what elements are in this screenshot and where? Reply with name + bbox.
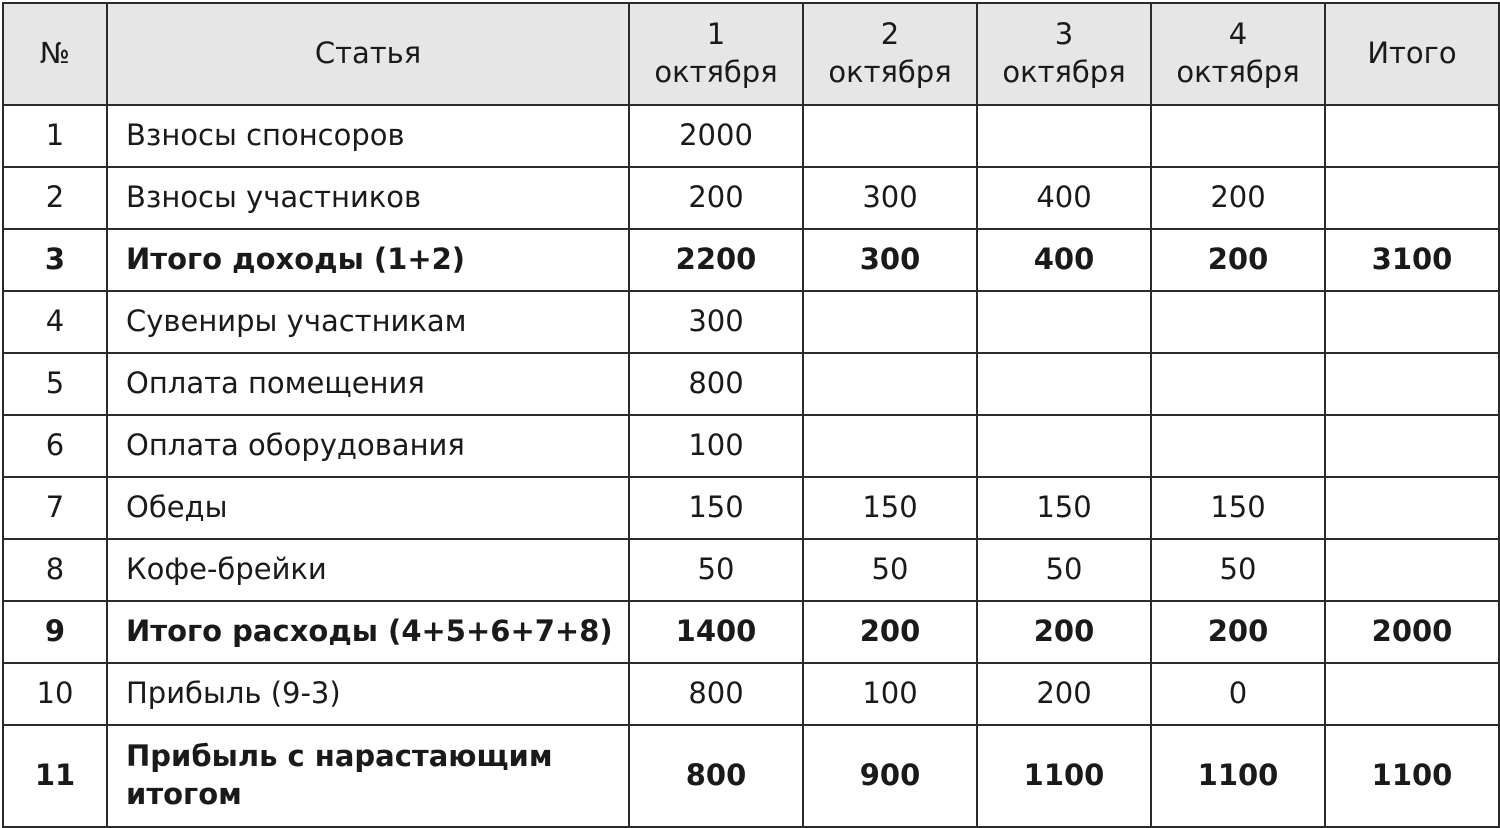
table-row <box>3 167 1499 229</box>
row-total-value <box>1325 477 1499 539</box>
row-day-2-value: 150 <box>803 477 977 539</box>
table-row <box>3 539 1499 601</box>
row-day-3-value: 1100 <box>977 725 1151 827</box>
header-day-1 <box>629 3 803 105</box>
row-day-4-value: 150 <box>1151 477 1325 539</box>
row-day-1-value: 800 <box>629 725 803 827</box>
row-day-2-value: 200 <box>803 601 977 663</box>
row-item-name-text: Обеды <box>126 490 228 525</box>
row-item-name-text: Прибыль с нарастающим <box>126 739 553 774</box>
row-day-4-value: 200 <box>1151 229 1325 291</box>
row-num: 4 <box>3 291 107 353</box>
table-row <box>3 291 1499 353</box>
row-day-1-value: 150 <box>629 477 803 539</box>
row-total-value <box>1325 291 1499 353</box>
row-day-3-value: 50 <box>977 539 1151 601</box>
row-day-2-value: 300 <box>803 167 977 229</box>
row-num: 11 <box>3 725 107 827</box>
header-day-4-month: октября <box>1176 55 1300 89</box>
row-day-4-value: 200 <box>1151 601 1325 663</box>
table-row <box>3 415 1499 477</box>
row-total-value <box>1325 105 1499 167</box>
table-row-subtotal <box>3 229 1499 291</box>
row-day-4-value: 50 <box>1151 539 1325 601</box>
row-item-name <box>107 477 629 539</box>
row-item-name-text: Итого доходы (1+2) <box>126 242 466 277</box>
header-day-4-number: 4 <box>1228 17 1248 52</box>
row-item-name <box>107 105 629 167</box>
row-day-1-value: 2000 <box>629 105 803 167</box>
table-row <box>3 663 1499 725</box>
row-day-2-value: 900 <box>803 725 977 827</box>
row-num: 2 <box>3 167 107 229</box>
row-day-3-value: 150 <box>977 477 1151 539</box>
header-num: № <box>3 3 107 105</box>
row-item-name-text: Оплата помещения <box>126 366 425 401</box>
row-num: 5 <box>3 353 107 415</box>
row-num: 10 <box>3 663 107 725</box>
row-day-4-value: 0 <box>1151 663 1325 725</box>
row-item-name-text-line2: итогом <box>126 777 242 811</box>
header-day-4 <box>1151 3 1325 105</box>
row-day-3-value: 200 <box>977 601 1151 663</box>
row-num: 1 <box>3 105 107 167</box>
row-day-2-value <box>803 415 977 477</box>
row-item-name <box>107 725 629 827</box>
row-day-3-value <box>977 105 1151 167</box>
row-item-name-text: Кофе-брейки <box>126 552 327 587</box>
row-day-3-value: 200 <box>977 663 1151 725</box>
row-day-3-value <box>977 291 1151 353</box>
row-day-4-value <box>1151 353 1325 415</box>
row-num: 3 <box>3 229 107 291</box>
row-day-1-value: 200 <box>629 167 803 229</box>
row-day-3-value <box>977 415 1151 477</box>
row-day-3-value: 400 <box>977 167 1151 229</box>
header-row <box>3 3 1499 105</box>
row-item-name-text: Взносы участников <box>126 180 422 215</box>
row-day-1-value: 300 <box>629 291 803 353</box>
row-total-value: 1100 <box>1325 725 1499 827</box>
row-day-2-value: 50 <box>803 539 977 601</box>
row-day-4-value <box>1151 415 1325 477</box>
row-num: 6 <box>3 415 107 477</box>
row-total-value: 3100 <box>1325 229 1499 291</box>
row-total-value <box>1325 539 1499 601</box>
row-item-name-text: Оплата оборудования <box>126 428 465 463</box>
row-day-1-value: 800 <box>629 353 803 415</box>
row-total-value <box>1325 415 1499 477</box>
table-row-cumulative <box>3 725 1499 827</box>
header-day-3-month: октября <box>1002 55 1126 89</box>
row-item-name <box>107 291 629 353</box>
header-day-1-number: 1 <box>706 17 726 52</box>
row-item-name <box>107 167 629 229</box>
row-day-1-value: 800 <box>629 663 803 725</box>
table-row <box>3 353 1499 415</box>
row-num: 9 <box>3 601 107 663</box>
row-day-2-value <box>803 353 977 415</box>
row-day-2-value: 300 <box>803 229 977 291</box>
row-total-value <box>1325 353 1499 415</box>
table-row-subtotal <box>3 601 1499 663</box>
row-day-3-value <box>977 353 1151 415</box>
row-item-name <box>107 663 629 725</box>
row-day-2-value <box>803 291 977 353</box>
row-item-name-text: Сувениры участникам <box>126 304 467 339</box>
header-item: Статья <box>107 3 629 105</box>
header-day-2 <box>803 3 977 105</box>
row-day-4-value: 1100 <box>1151 725 1325 827</box>
row-num: 7 <box>3 477 107 539</box>
row-item-name <box>107 353 629 415</box>
row-day-4-value <box>1151 291 1325 353</box>
row-total-value: 2000 <box>1325 601 1499 663</box>
table-row <box>3 477 1499 539</box>
row-item-name <box>107 539 629 601</box>
row-day-4-value <box>1151 105 1325 167</box>
row-item-name <box>107 415 629 477</box>
row-item-name-text: Взносы спонсоров <box>126 118 405 153</box>
row-day-2-value <box>803 105 977 167</box>
budget-table <box>2 2 1500 828</box>
row-num: 8 <box>3 539 107 601</box>
header-total: Итого <box>1325 3 1499 105</box>
row-day-1-value: 100 <box>629 415 803 477</box>
row-day-2-value: 100 <box>803 663 977 725</box>
row-day-4-value: 200 <box>1151 167 1325 229</box>
budget-table-container <box>2 2 1500 828</box>
row-item-name <box>107 601 629 663</box>
row-day-3-value: 400 <box>977 229 1151 291</box>
row-total-value <box>1325 167 1499 229</box>
header-day-1-month: октября <box>654 55 778 89</box>
row-day-1-value: 2200 <box>629 229 803 291</box>
header-day-3 <box>977 3 1151 105</box>
table-row <box>3 105 1499 167</box>
row-day-1-value: 1400 <box>629 601 803 663</box>
header-day-3-number: 3 <box>1054 17 1074 52</box>
row-item-name <box>107 229 629 291</box>
header-day-2-number: 2 <box>880 17 900 52</box>
row-day-1-value: 50 <box>629 539 803 601</box>
row-item-name-text: Итого расходы (4+5+6+7+8) <box>126 614 613 649</box>
row-total-value <box>1325 663 1499 725</box>
row-item-name-text: Прибыль (9-3) <box>126 676 341 711</box>
header-day-2-month: октября <box>828 55 952 89</box>
